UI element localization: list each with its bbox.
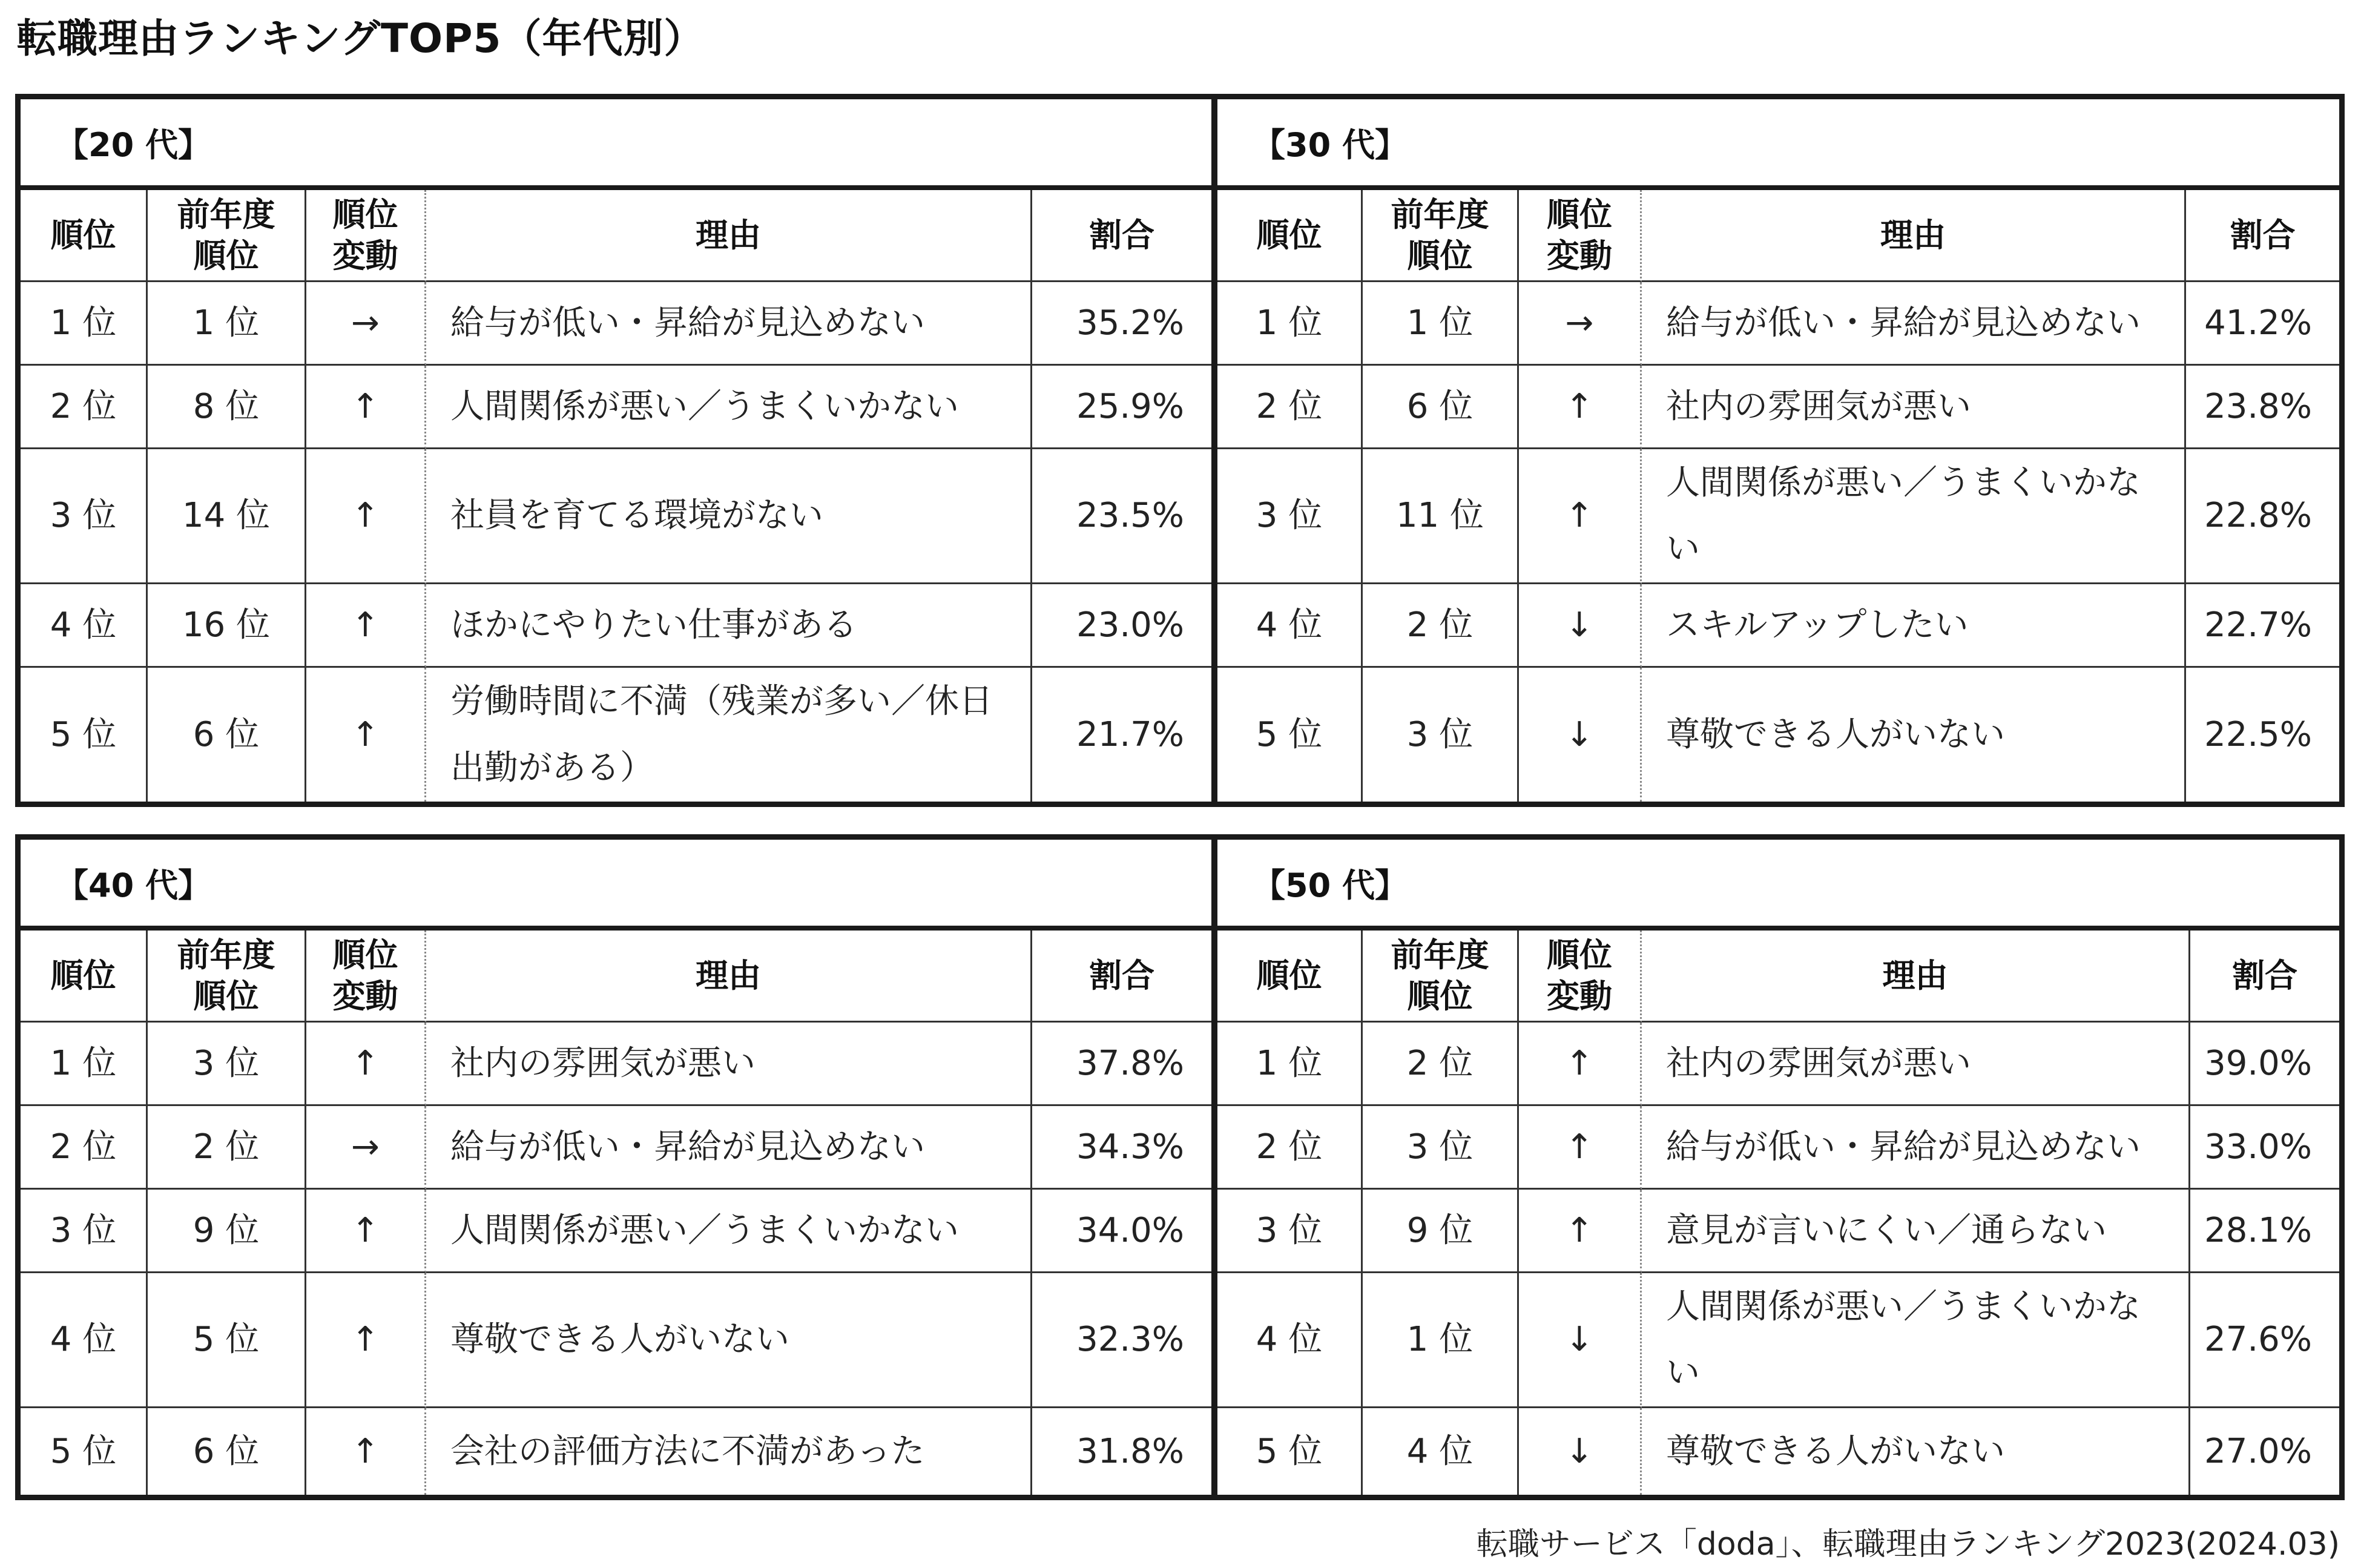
ratio-cell: 33.0% (2190, 1106, 2339, 1190)
reason-cell: 人間関係が悪い／うまくいかない (426, 1190, 1032, 1273)
header-prev-rank (1363, 931, 1519, 1023)
header-rank-change (1519, 931, 1642, 1023)
prev-rank-cell: 1 位 (148, 282, 306, 366)
prev-rank-cell: 14 位 (148, 449, 306, 584)
header-reason: 理由 (426, 931, 1032, 1023)
rank-change-arrow-icon: ↑ (1519, 1190, 1642, 1273)
header-prev-rank-line2: 順位 (193, 236, 259, 275)
reason-cell: 社内の雰囲気が悪い (426, 1023, 1032, 1106)
ratio-cell: 34.3% (1032, 1106, 1211, 1190)
rank-change-arrow-icon: ↓ (1519, 1273, 1642, 1408)
ranking-block-bottom (15, 834, 2345, 1500)
ratio-cell: 28.1% (2190, 1190, 2339, 1273)
ratio-cell: 39.0% (2190, 1023, 2339, 1106)
rank-change-arrow-icon: ↑ (306, 449, 426, 584)
header-rank-change-line2: 変動 (332, 236, 398, 275)
rank-cell: 3 位 (1217, 449, 1363, 584)
rank-change-arrow-icon: ↑ (1519, 1023, 1642, 1106)
header-rank: 順位 (1217, 190, 1363, 282)
rank-cell: 3 位 (21, 1190, 148, 1273)
rank-cell: 2 位 (1217, 366, 1363, 449)
ratio-cell: 27.0% (2204, 1431, 2312, 1471)
rank-cell: 2 位 (21, 1106, 148, 1190)
age-group-label: 【50 代】 (1217, 840, 2339, 931)
ratio-cell: 22.8% (2186, 449, 2339, 584)
reason-cell: 給与が低い・昇給が見込めない (426, 1106, 1032, 1190)
rank-change-arrow-icon: → (1519, 282, 1642, 366)
header-prev-rank (148, 190, 306, 282)
prev-rank-cell: 2 位 (148, 1106, 306, 1190)
rank-change-arrow-icon: ↑ (306, 668, 426, 802)
header-prev-rank-text (177, 194, 275, 276)
header-reason: 理由 (1642, 190, 2186, 282)
rank-cell: 4 位 (21, 584, 148, 668)
prev-rank-cell: 6 位 (1363, 366, 1519, 449)
panel-30s (1212, 94, 2345, 807)
reason-cell: 給与が低い・昇給が見込めない (1642, 282, 2186, 366)
rank-cell: 4 位 (1217, 584, 1363, 668)
ratio-cell: 27.6% (2190, 1273, 2339, 1408)
rank-change-arrow-icon: ↑ (306, 1408, 426, 1495)
rank-change-arrow-icon: ↑ (306, 584, 426, 668)
prev-rank-cell: 1 位 (1363, 1273, 1519, 1408)
reason-cell: ほかにやりたい仕事がある (426, 584, 1032, 668)
ranking-table (1217, 190, 2339, 802)
panel-40s (15, 834, 1217, 1500)
rank-cell: 5 位 (21, 1408, 148, 1495)
prev-rank-cell: 9 位 (1363, 1190, 1519, 1273)
prev-rank-cell: 6 位 (148, 1408, 306, 1495)
rank-cell: 2 位 (21, 366, 148, 449)
rank-cell: 5 位 (1217, 668, 1363, 802)
reason-cell: 給与が低い・昇給が見込めない (1642, 1106, 2190, 1190)
header-rank-change-line1: 順位 (332, 936, 398, 974)
prev-rank-cell: 5 位 (148, 1273, 306, 1408)
ratio-cell: 23.5% (1032, 449, 1211, 584)
source-note: 転職サービス「doda」、転職理由ランキング2023(2024.03) (1476, 1526, 2340, 1563)
prev-rank-cell: 4 位 (1363, 1408, 1519, 1495)
header-prev-rank-line1: 前年度 (1391, 936, 1489, 974)
rank-change-arrow-icon: ↑ (306, 1023, 426, 1106)
ratio-cell: 32.3% (1032, 1273, 1211, 1408)
prev-rank-cell: 9 位 (148, 1190, 306, 1273)
rank-change-arrow-icon: ↑ (306, 366, 426, 449)
ratio-cell: 31.8% (1076, 1431, 1184, 1471)
rank-cell: 3 位 (1217, 1190, 1363, 1273)
rank-cell: 2 位 (1217, 1106, 1363, 1190)
header-ratio: 割合 (2186, 190, 2339, 282)
header-prev-rank-line2: 順位 (193, 977, 259, 1015)
rank-cell: 3 位 (21, 449, 148, 584)
header-prev-rank-line1: 前年度 (1391, 196, 1489, 234)
header-rank-change-line2: 変動 (1547, 977, 1612, 1015)
ranking-table (21, 190, 1211, 802)
header-prev-rank-line2: 順位 (1407, 977, 1473, 1015)
header-prev-rank-line2: 順位 (1407, 236, 1473, 275)
prev-rank-cell: 1 位 (1363, 282, 1519, 366)
rank-change-arrow-icon: → (306, 282, 426, 366)
ratio-cell: 21.7% (1076, 714, 1184, 754)
header-prev-rank-line1: 前年度 (177, 196, 275, 234)
header-prev-rank-line1: 前年度 (177, 936, 275, 974)
rank-change-arrow-icon: ↓ (1519, 668, 1642, 802)
prev-rank-cell: 3 位 (1363, 1106, 1519, 1190)
header-rank-change (306, 190, 426, 282)
rank-change-arrow-icon: ↑ (1519, 449, 1642, 584)
prev-rank-cell: 6 位 (148, 668, 306, 802)
header-rank-change-text (333, 935, 398, 1016)
header-prev-rank-text (177, 935, 275, 1016)
ratio-cell: 34.0% (1032, 1190, 1211, 1273)
ratio-cell: 37.8% (1032, 1023, 1211, 1106)
reason-cell: 尊敬できる人がいない (1642, 1408, 2190, 1495)
ratio-cell: 35.2% (1032, 282, 1211, 366)
header-rank-change-text (1547, 935, 1612, 1016)
rank-change-arrow-icon: ↑ (306, 1190, 426, 1273)
header-prev-rank-text (1391, 935, 1489, 1016)
prev-rank-cell: 3 位 (1363, 668, 1519, 802)
header-rank-change (1519, 190, 1642, 282)
ranking-block-top (15, 94, 2345, 807)
header-ratio: 割合 (1032, 190, 1211, 282)
rank-change-arrow-icon: ↓ (1519, 1408, 1642, 1495)
ratio-cell: 25.9% (1032, 366, 1211, 449)
ratio-cell: 41.2% (2186, 282, 2339, 366)
ratio-cell: 22.5% (2204, 714, 2312, 754)
reason-cell: 人間関係が悪い／うまくいかない (1642, 1273, 2190, 1408)
rank-change-arrow-icon: → (306, 1106, 426, 1190)
rank-cell: 5 位 (1217, 1408, 1363, 1495)
header-rank-change-line1: 順位 (332, 196, 398, 234)
header-reason: 理由 (426, 190, 1032, 282)
header-prev-rank (1363, 190, 1519, 282)
header-rank-change (306, 931, 426, 1023)
reason-cell: 社内の雰囲気が悪い (1642, 1023, 2190, 1106)
header-prev-rank-text (1391, 194, 1489, 276)
header-rank: 順位 (21, 931, 148, 1023)
rank-cell: 4 位 (21, 1273, 148, 1408)
panel-20s (15, 94, 1217, 807)
header-ratio: 割合 (2190, 931, 2339, 1023)
reason-cell: 給与が低い・昇給が見込めない (426, 282, 1032, 366)
reason-cell: 社内の雰囲気が悪い (1642, 366, 2186, 449)
rank-cell: 5 位 (21, 668, 148, 802)
ranking-table (1217, 931, 2339, 1495)
header-ratio: 割合 (1032, 931, 1211, 1023)
age-group-label: 【20 代】 (21, 99, 1211, 190)
prev-rank-cell: 2 位 (1363, 1023, 1519, 1106)
reason-cell: 尊敬できる人がいない (1642, 668, 2186, 802)
ratio-cell: 22.7% (2186, 584, 2339, 668)
header-rank: 順位 (21, 190, 148, 282)
header-prev-rank (148, 931, 306, 1023)
rank-change-arrow-icon: ↑ (1519, 1106, 1642, 1190)
reason-cell: 会社の評価方法に不満があった (426, 1408, 1032, 1495)
prev-rank-cell: 8 位 (148, 366, 306, 449)
header-rank: 順位 (1217, 931, 1363, 1023)
reason-cell: 人間関係が悪い／うまくいかない (1642, 449, 2186, 584)
age-group-label: 【40 代】 (21, 840, 1211, 931)
header-rank-change-line1: 順位 (1547, 936, 1612, 974)
reason-cell: 尊敬できる人がいない (426, 1273, 1032, 1408)
ratio-cell: 23.8% (2186, 366, 2339, 449)
reason-cell: 人間関係が悪い／うまくいかない (426, 366, 1032, 449)
header-rank-change-line2: 変動 (332, 977, 398, 1015)
rank-cell: 1 位 (21, 282, 148, 366)
rank-change-arrow-icon: ↑ (1519, 366, 1642, 449)
reason-cell: 労働時間に不満（残業が多い／休日出勤がある） (426, 668, 1032, 802)
rank-cell: 1 位 (1217, 1023, 1363, 1106)
ranking-table (21, 931, 1211, 1495)
header-rank-change-line2: 変動 (1547, 236, 1612, 275)
reason-cell: 意見が言いにくい／通らない (1642, 1190, 2190, 1273)
panel-50s (1212, 834, 2345, 1500)
rank-cell: 4 位 (1217, 1273, 1363, 1408)
prev-rank-cell: 2 位 (1363, 584, 1519, 668)
rank-cell: 1 位 (21, 1023, 148, 1106)
header-rank-change-text (333, 194, 398, 276)
prev-rank-cell: 3 位 (148, 1023, 306, 1106)
rank-change-arrow-icon: ↑ (306, 1273, 426, 1408)
rank-change-arrow-icon: ↓ (1519, 584, 1642, 668)
header-rank-change-text (1547, 194, 1612, 276)
prev-rank-cell: 11 位 (1363, 449, 1519, 584)
page-title: 転職理由ランキングTOP5（年代別） (17, 15, 705, 62)
ratio-cell: 23.0% (1032, 584, 1211, 668)
header-rank-change-line1: 順位 (1547, 196, 1612, 234)
rank-cell: 1 位 (1217, 282, 1363, 366)
reason-cell: スキルアップしたい (1642, 584, 2186, 668)
prev-rank-cell: 16 位 (148, 584, 306, 668)
reason-cell: 社員を育てる環境がない (426, 449, 1032, 584)
header-reason: 理由 (1642, 931, 2190, 1023)
age-group-label: 【30 代】 (1217, 99, 2339, 190)
